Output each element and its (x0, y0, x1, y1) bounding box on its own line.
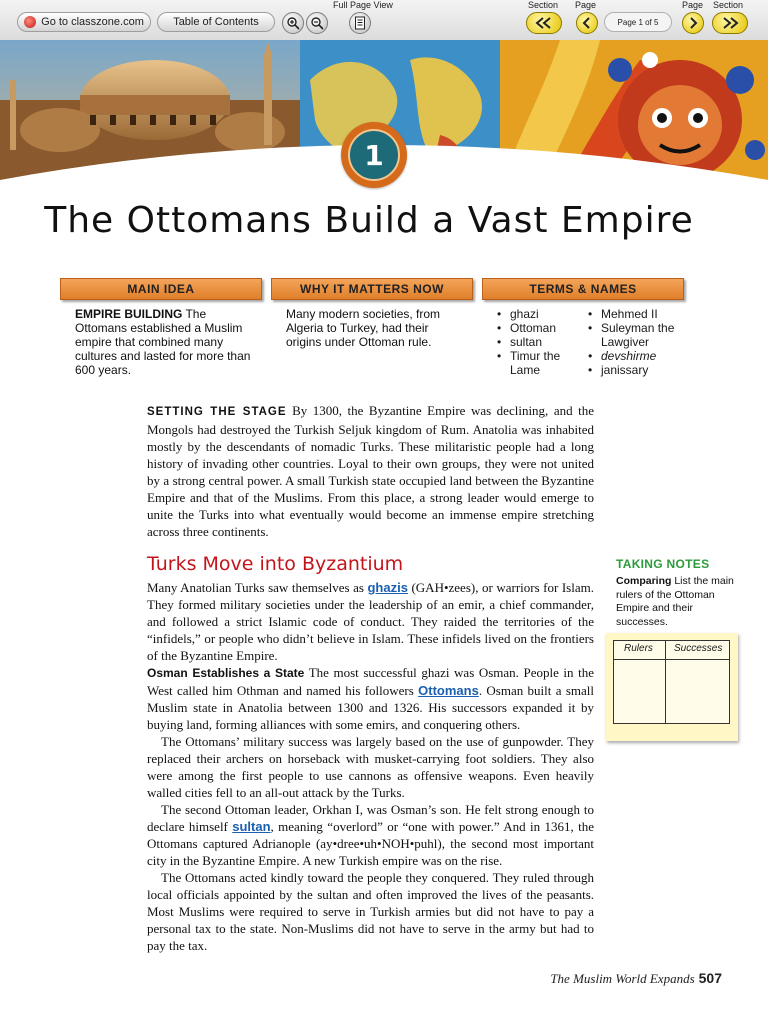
main-idea-body: The Ottomans established a Muslim empire that combined many cultures and lasted for more than 600 years. (75, 307, 251, 377)
next-page-button[interactable] (682, 12, 704, 34)
paragraph-1 (147, 579, 594, 664)
taking-notes-lead: Comparing (616, 575, 672, 587)
para1-before: Many Anatolian Turks saw themselves as (147, 580, 368, 595)
right-arrow-icon (688, 17, 698, 29)
main-body (147, 579, 594, 954)
taking-notes-body: List the main rulers of the Ottoman Empire and their successes. (616, 575, 734, 628)
term-link-ottomans[interactable]: Ottomans (418, 683, 479, 698)
setting-stage-text: By 1300, the Byzantine Empire was declining, and the Mongols had destroyed the Turkish Seljuk kingdom of Rum. Anatolia was inhabited mostly by the descendants of nomadic Turks. These militaristic people had a long history of invading other countries. Loyal to their own groups, they were not united by a strong central power. A small Turkish state occupied land between the Byzantine Empire and that of the Muslims. From this place, a strong leader would emerge to unite the Turks into what eventually would become an immense empire stretching across three continents. (147, 403, 594, 539)
book-section-title: The Muslim World Expands (550, 971, 695, 986)
page-title: The Ottomans Build a Vast Empire (44, 200, 694, 241)
why-it-matters-header: WHY IT MATTERS NOW (271, 278, 473, 300)
full-page-view-button[interactable] (349, 12, 371, 34)
terms-list-col1 (497, 307, 581, 377)
zoom-in-button[interactable] (282, 12, 304, 34)
notes-col-rulers: Rulers (624, 643, 653, 654)
double-left-arrow-icon (534, 17, 554, 29)
paragraph-2 (147, 664, 594, 733)
term-ottoman[interactable]: • Ottoman (497, 321, 581, 335)
double-right-arrow-icon (720, 17, 740, 29)
table-of-contents-label: Table of Contents (173, 16, 259, 28)
term-devshirme[interactable]: • devshirme (588, 349, 684, 363)
zoom-in-icon (286, 16, 300, 30)
taking-notes-header: TAKING NOTES (616, 557, 710, 571)
term-timur[interactable]: • Timur the Lame (497, 349, 581, 377)
osman-subhead: Osman Establishes a State (147, 666, 305, 680)
para2-before: The most successful ghazi was Osman. People in the West called him Othman and named his followers (147, 665, 594, 698)
term-janissary[interactable]: • janissary (588, 363, 684, 377)
page-caption-left: Page (575, 0, 597, 10)
paragraph-4 (147, 801, 594, 869)
notes-chart-divider (665, 641, 666, 723)
paragraph-3: The Ottomans’ military success was largely based on the use of gunpowder. They replaced their archers on horseback with musket-carrying foot soldiers. They also were among the first people to use cannons as offensive weapons. Even heavily walled cities fell to an all-out attack by the Turks. (147, 734, 594, 800)
notes-col-successes: Successes (674, 643, 723, 654)
term-link-ghazis[interactable]: ghazis (367, 580, 408, 595)
setting-stage-lead: SETTING THE STAGE (147, 406, 287, 418)
para1-after: (GAH•zees), or warriors for Islam. They formed military societies under the leadership of an emir, a chief commander, and followed a strict Islamic code of conduct. They raided the territories of the “infidels,” or people who didn’t believe in Islam. These infidels lived on the frontiers of the Byzantine Empire. (147, 580, 594, 663)
section-heading: Turks Move into Byzantium (147, 553, 404, 575)
page-indicator: Page 1 of 5 (604, 12, 672, 32)
para4-before: The second Ottoman leader, Orkhan I, was Osman’s son. He felt strong enough to declare himself (147, 802, 594, 834)
page-number: 507 (698, 970, 722, 986)
main-idea-header: MAIN IDEA (60, 278, 262, 300)
goto-classzone-label: Go to classzone.com (41, 16, 144, 28)
page-view-icon (354, 16, 366, 30)
taking-notes-text (616, 575, 736, 629)
section-caption-right: Section (713, 0, 744, 10)
next-section-button[interactable] (712, 12, 748, 34)
zoom-out-button[interactable] (306, 12, 328, 34)
why-it-matters-text: Many modern societies, from Algeria to Turkey, had their origins under Ottoman rule. (286, 307, 441, 349)
full-page-view-caption: Full Page View (333, 0, 393, 10)
globe-icon (24, 16, 36, 28)
term-mehmed[interactable]: • Mehmed II (588, 307, 684, 321)
notes-chart[interactable] (613, 640, 730, 724)
main-idea-text (75, 307, 255, 377)
left-arrow-icon (582, 17, 592, 29)
previous-section-button[interactable] (526, 12, 562, 34)
page-caption-right: Page (682, 0, 704, 10)
goto-classzone-button[interactable] (17, 12, 151, 32)
term-ghazi[interactable]: • ghazi (497, 307, 581, 321)
chapter-number-badge (341, 122, 407, 188)
section-caption-left: Section (528, 0, 559, 10)
table-of-contents-button[interactable] (157, 12, 275, 32)
zoom-out-icon (310, 16, 324, 30)
para2-after: . Osman built a small Muslim state in Anatolia between 1300 and 1326. His successors expanded it by buying land, forming alliances with some emirs, and conquering others. (147, 683, 594, 732)
setting-the-stage (147, 402, 594, 540)
terms-names-header: TERMS & NAMES (482, 278, 684, 300)
chapter-number: 1 (348, 129, 400, 181)
toolbar (0, 0, 768, 41)
para4-after: , meaning “overlord” or “one with power.” And in 1361, the Ottomans captured Adrianople (ay•dree•uh•NOH•puhl), the second most important city in the Byzantine Empire. A new Turkish empire was on the rise. (147, 819, 594, 868)
paragraph-5: The Ottomans acted kindly toward the people they conquered. They ruled through local officials appointed by the sultan and often improved the lives of the peasants. Most Muslims were required to serve in Turkish armies but did not have to pay a personal tax to the state. Non-Muslims did not have to serve in the army but had to pay the tax. (147, 870, 594, 953)
page-footer (550, 970, 722, 987)
term-link-sultan[interactable]: sultan (232, 819, 271, 834)
terms-list-col2 (588, 307, 684, 377)
term-sultan[interactable]: • sultan (497, 335, 581, 349)
term-suleyman[interactable]: • Suleyman the Lawgiver (588, 321, 684, 349)
previous-page-button[interactable] (576, 12, 598, 34)
main-idea-lead: EMPIRE BUILDING (75, 307, 183, 321)
